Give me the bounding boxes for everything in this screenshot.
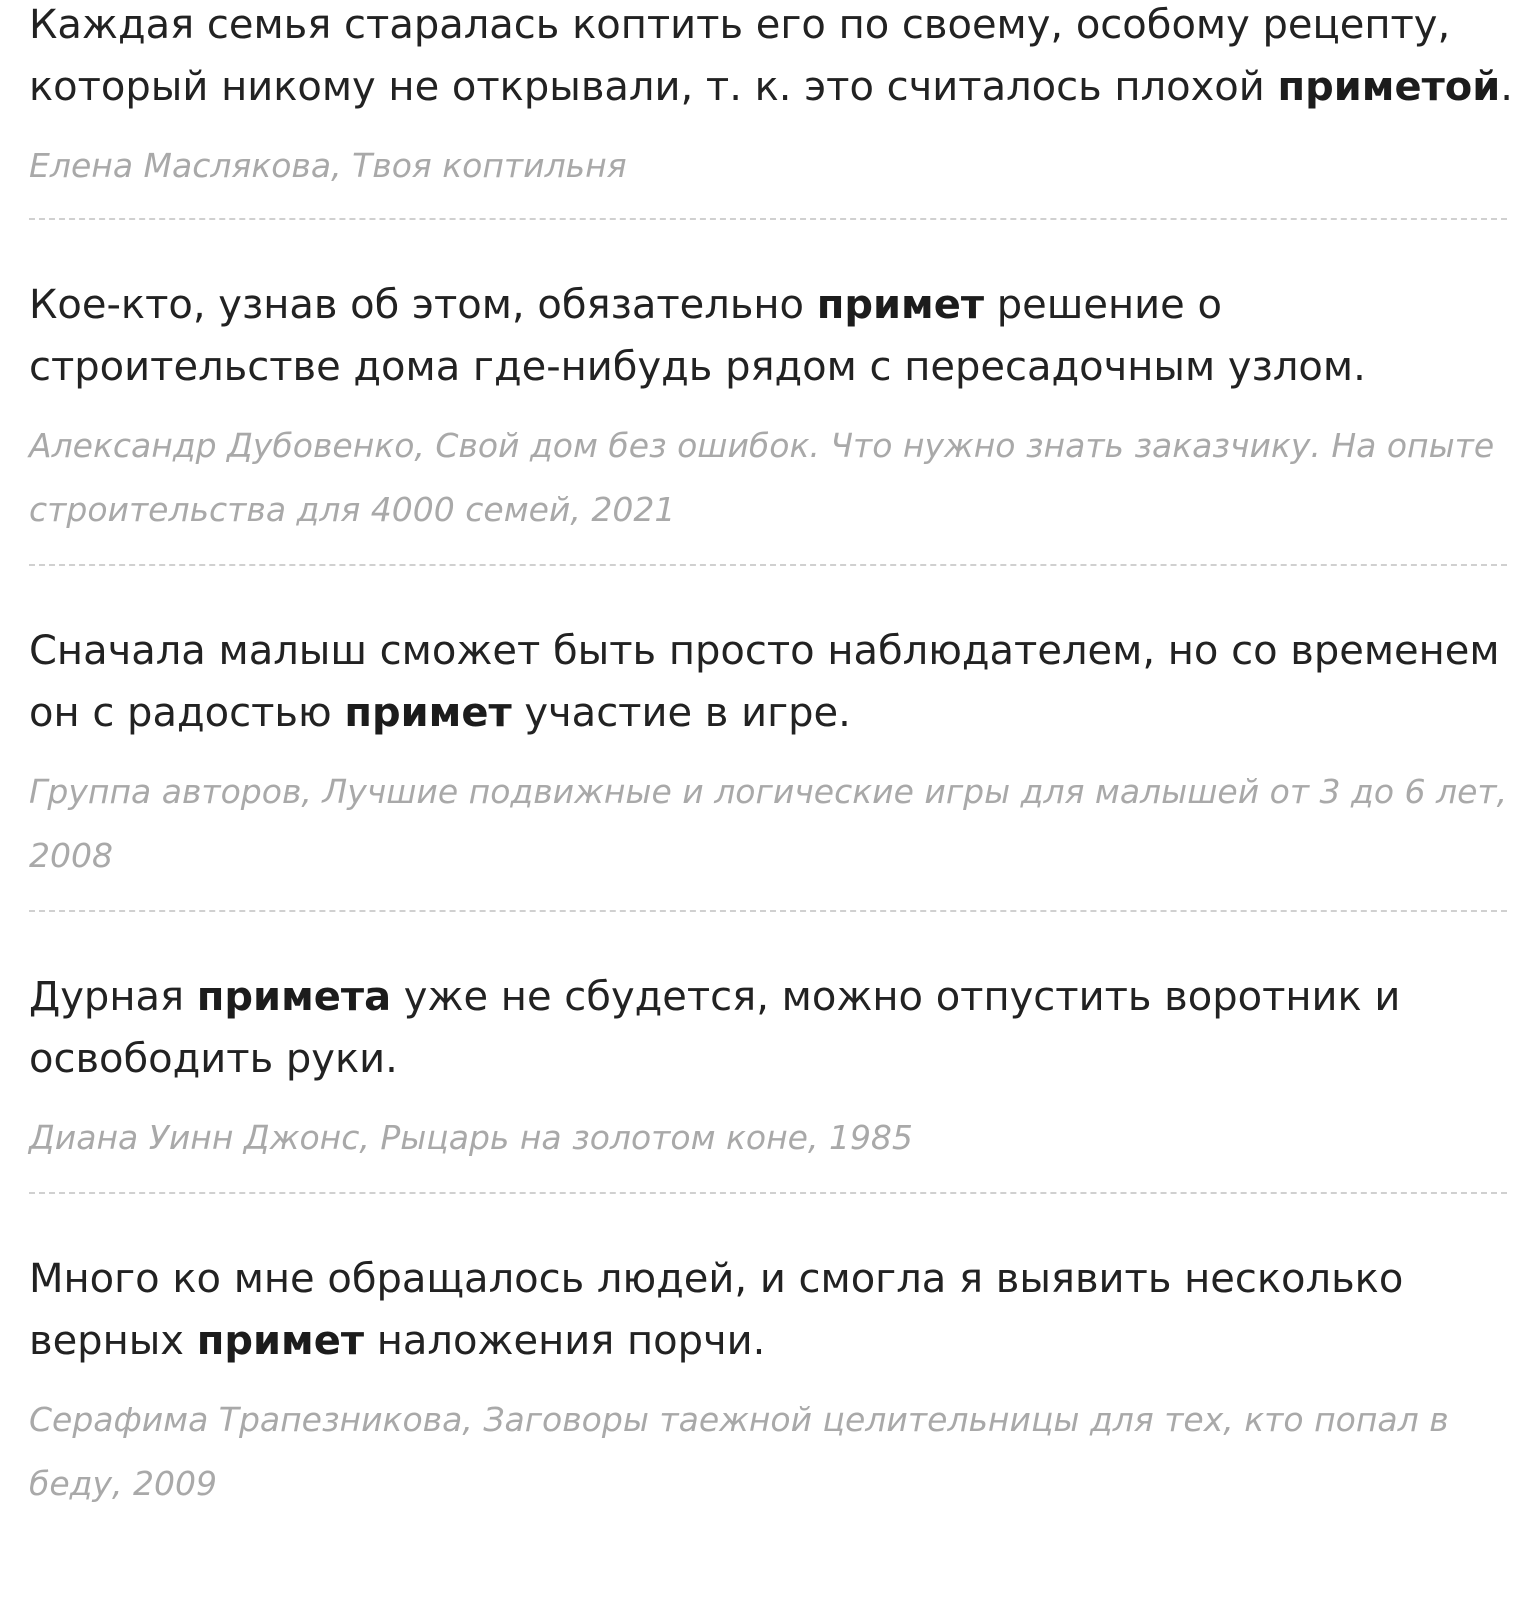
highlighted-keyword: примет: [816, 282, 985, 328]
example-sentence: [29, 0, 1531, 118]
example-item: [29, 0, 1531, 198]
sentence-text-after: наложения порчи.: [364, 1318, 766, 1364]
sentence-text-before: Сначала малыш сможет быть просто наблюдателем, но со временем он с радостью: [29, 628, 1500, 736]
example-source: Елена Маслякова, Твоя коптильня: [29, 146, 627, 185]
example-item: [29, 620, 1531, 888]
example-sentence: [29, 274, 1531, 398]
sentence-text-after: участие в игре.: [511, 690, 851, 736]
example-sentence: [29, 966, 1531, 1090]
example-source: Серафима Трапезникова, Заговоры таежной целительницы для тех, кто попал в беду, 2009: [29, 1400, 1449, 1503]
divider: [29, 564, 1507, 566]
highlighted-keyword: примета: [196, 974, 392, 1020]
highlighted-keyword: примет: [344, 690, 512, 736]
sentence-text-before: Каждая семья старалась коптить его по своему, особому рецепту, который никому не открывали, т. к. это считалось плохой: [29, 2, 1451, 110]
divider: [29, 910, 1507, 912]
example-sentence: [29, 1248, 1531, 1372]
sentence-text-after: решение о строительстве дома где-нибудь рядом с пересадочным узлом.: [29, 282, 1366, 390]
sentence-text-before: Много ко мне обращалось людей, и смогла я выявить несколько верных: [29, 1256, 1404, 1364]
example-source: Диана Уинн Джонс, Рыцарь на золотом коне, 1985: [29, 1118, 913, 1157]
example-source: Группа авторов, Лучшие подвижные и логические игры для малышей от 3 до 6 лет, 2008: [29, 772, 1508, 875]
divider: [29, 1192, 1507, 1194]
divider: [29, 218, 1507, 220]
usage-examples-list: [29, 0, 1531, 1516]
example-source: Александр Дубовенко, Свой дом без ошибок. Что нужно знать заказчику. На опыте строительства для 4000 семей, 2021: [29, 426, 1495, 529]
highlighted-keyword: примет: [196, 1318, 365, 1364]
example-item: [29, 966, 1531, 1170]
example-sentence: [29, 620, 1531, 744]
example-item: [29, 274, 1531, 542]
example-item: [29, 1248, 1531, 1516]
sentence-text-after: .: [1500, 64, 1513, 110]
highlighted-keyword: приметой: [1277, 64, 1501, 110]
sentence-text-before: Кое-кто, узнав об этом, обязательно: [29, 282, 817, 328]
sentence-text-before: Дурная: [29, 974, 197, 1020]
sentence-text-after: уже не сбудется, можно отпустить воротник и освободить руки.: [29, 974, 1401, 1082]
